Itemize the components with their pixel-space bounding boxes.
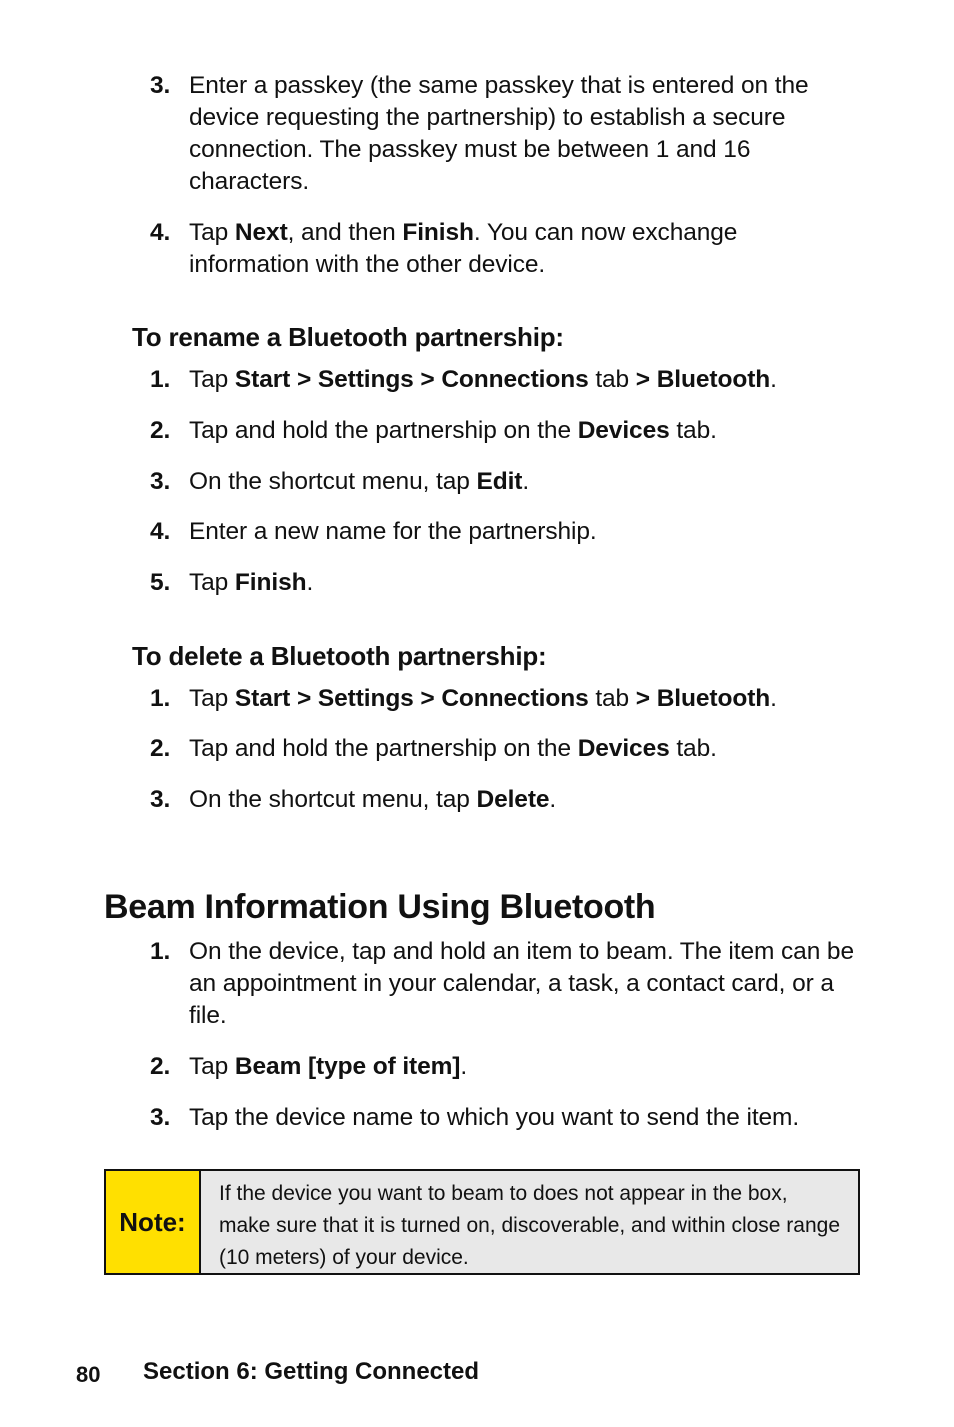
step-number: 3.: [150, 468, 171, 495]
step-text: Tap Beam [type of item].: [189, 1053, 468, 1080]
step-text: Tap Start > Settings > Connections tab > Bluetooth.: [189, 366, 777, 393]
note-label: Note:: [106, 1171, 201, 1273]
note-box: [104, 1169, 860, 1275]
page-number: 80: [76, 1362, 101, 1387]
step-text: Tap Start > Settings > Connections tab > Bluetooth.: [189, 685, 777, 712]
note-text: If the device you want to beam to does not appear in the box, make sure that it is turned on, discoverable, and within close range (10 meters) of your device.: [201, 1171, 858, 1273]
step-text: Tap the device name to which you want to send the item.: [189, 1104, 800, 1131]
delete-heading: To delete a Bluetooth partnership:: [132, 641, 547, 671]
step-text: On the device, tap and hold an item to beam. The item can be an appointment in your calendar, a task, a contact card, or a file.: [189, 938, 854, 1029]
step-text: Tap and hold the partnership on the Devices tab.: [189, 417, 717, 444]
step-number: 2.: [150, 417, 171, 444]
step-number: 5.: [150, 569, 171, 596]
step-number: 1.: [150, 685, 171, 712]
step-number: 3.: [150, 1104, 171, 1131]
rename-heading: To rename a Bluetooth partnership:: [132, 322, 564, 352]
section-footer: Section 6: Getting Connected: [143, 1358, 480, 1385]
section-title: Beam Information Using Bluetooth: [104, 888, 656, 926]
step-number: 2.: [150, 735, 171, 762]
step-number: 4.: [150, 518, 171, 545]
step-text: On the shortcut menu, tap Edit.: [189, 468, 530, 495]
step-number: 4.: [150, 219, 171, 246]
step-text: On the shortcut menu, tap Delete.: [189, 786, 557, 813]
step-text: Tap Finish.: [189, 569, 314, 596]
step-text: Tap Next, and then Finish. You can now exchange information with the other device.: [189, 219, 738, 278]
step-text: Enter a new name for the partnership.: [189, 518, 597, 545]
step-text: Enter a passkey (the same passkey that is entered on the device requesting the partnership) to establish a secure connection. The passkey must be between 1 and 16 characters.: [189, 72, 809, 195]
step-number: 1.: [150, 366, 171, 393]
step-number: 1.: [150, 938, 171, 965]
step-text: Tap and hold the partnership on the Devices tab.: [189, 735, 717, 762]
step-number: 3.: [150, 786, 171, 813]
step-number: 2.: [150, 1053, 171, 1080]
step-number: 3.: [150, 72, 171, 99]
